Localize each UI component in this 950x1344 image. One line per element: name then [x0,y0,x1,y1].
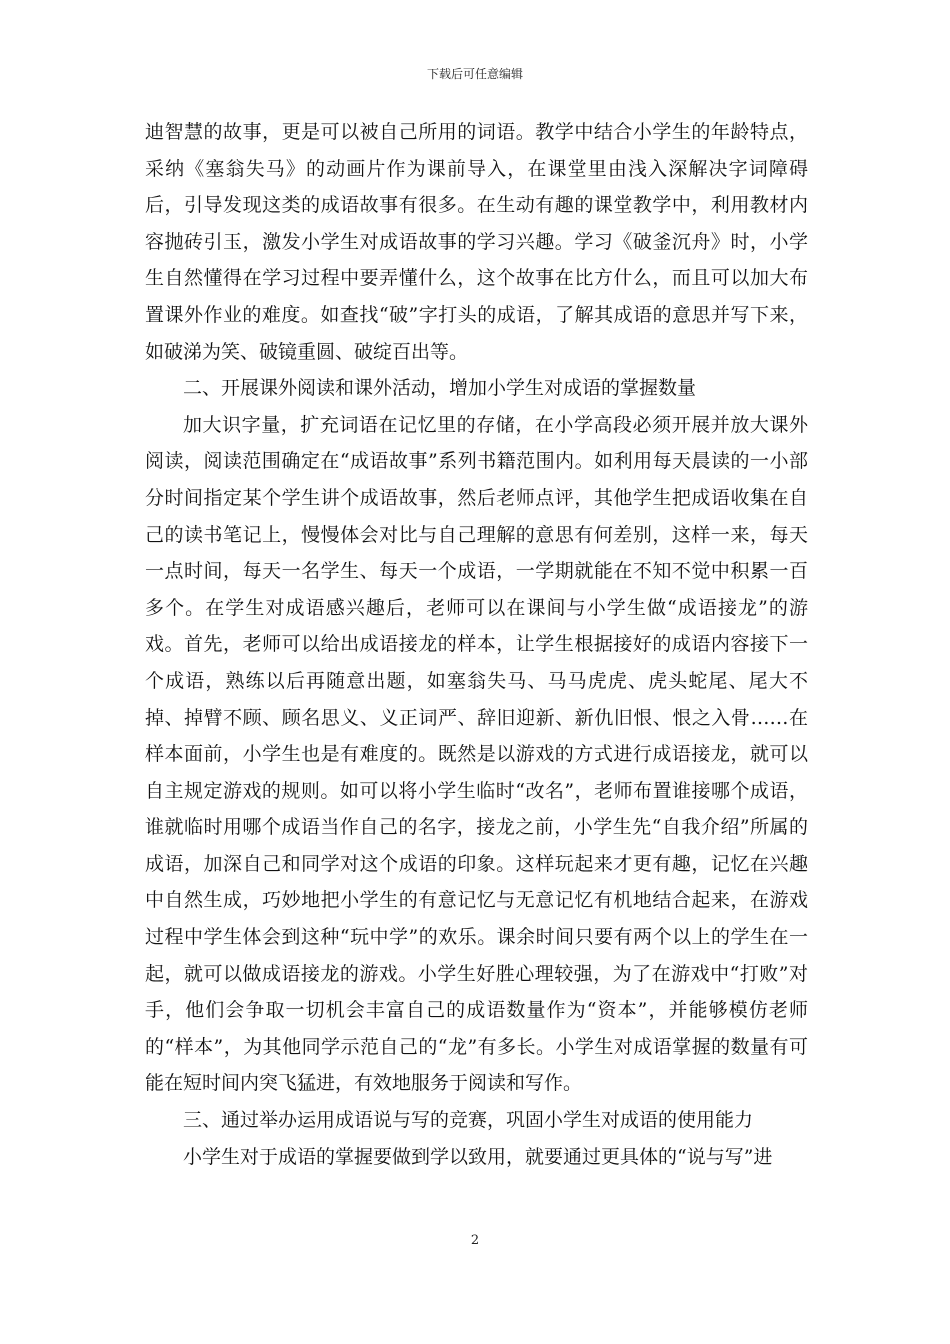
paragraph-idiom-chain: 加大识字量，扩充词语在记忆里的存储，在小学高段必须开展并放大课外阅读，阅读范围确定在“成语故事”系列书籍范围内。如利用每天晨读的一小部分时间指定某个学生讲个成语故事，然后老师点评，其他学生把成语收集在自己的读书笔记上，慢慢体会对比与自己理解的意思有何差别，这样一来，每天一点时间，每天一名学生、每天一个成语，一学期就能在不知不觉中积累一百多个。在学生对成语感兴趣后，老师可以在课间与小学生做“成语接龙”的游戏。首先，老师可以给出成语接龙的样本，让学生根据接好的成语内容接下一个成语，熟练以后再随意出题，如塞翁失马、马马虎虎、虎头蛇尾、尾大不掉、掉臂不顾、顾名思义、义正词严、辞旧迎新、新仇旧恨、恨之入骨……在样本面前，小学生也是有难度的。既然是以游戏的方式进行成语接龙，就可以自主规定游戏的规则。如可以将小学生临时“改名”，老师布置谁接哪个成语，谁就临时用哪个成语当作自己的名字，接龙之前，小学生先“自我介绍”所属的成语，加深自己和同学对这个成语的印象。这样玩起来才更有趣，记忆在兴趣中自然生成，巧妙地把小学生的有意记忆与无意记忆有机地结合起来，在游戏过程中学生体会到这种“玩中学”的欢乐。课余时间只要有两个以上的学生在一起，就可以做成语接龙的游戏。小学生好胜心理较强，为了在游戏中“打败”对手，他们会争取一切机会丰富自己的成语数量作为“资本”，并能够模仿老师的“样本”，为其他同学示范自己的“龙”有多长。小学生对成语掌握的数量有可能在短时间内突飞猛进，有效地服务于阅读和写作。 [145,413,808,1095]
paragraph-continuation: 迪智慧的故事，更是可以被自己所用的词语。教学中结合小学生的年龄特点，采纳《塞翁失马》的动画片作为课前导入，在课堂里由浅入深解决字词障碍后，引导发现这类的成语故事有很多。在生动有趣的课堂教学中，利用教材内容抛砖引玉，激发小学生对成语故事的学习兴趣。学习《破釜沉舟》时，小学生自然懂得在学习过程中要弄懂什么，这个故事在比方什么，而且可以加大布置课外作业的难度。如查找“破”字打头的成语，了解其成语的意思并写下来，如破涕为笑、破镜重圆、破绽百出等。 [145,121,808,363]
page-header: 下载后可任意编辑 [426,67,523,81]
document-body [145,114,808,1175]
section-heading-3: 三、通过举办运用成语说与写的竞赛，巩固小学生对成语的使用能力 [183,1109,754,1132]
page-number: 2 [470,1233,480,1248]
paragraph-speak-write: 小学生对于成语的掌握要做到学以致用，就要通过更具体的“说与写”进 [183,1145,773,1168]
section-heading-2: 二、开展课外阅读和课外活动，增加小学生对成语的掌握数量 [183,377,697,400]
